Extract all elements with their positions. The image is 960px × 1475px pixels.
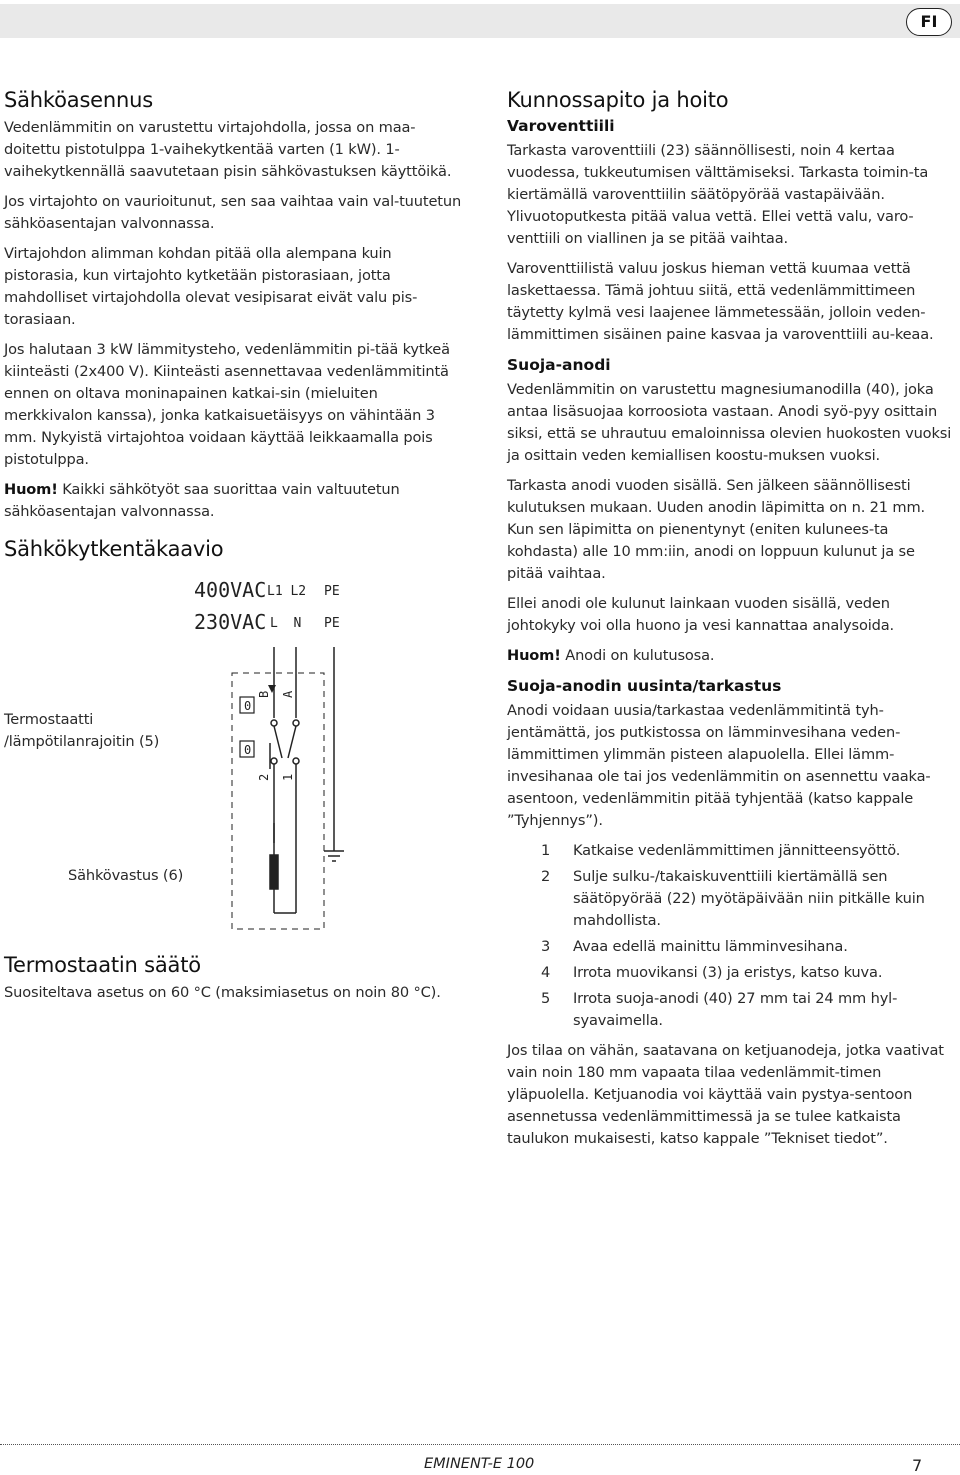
page-number: 7 <box>912 1456 923 1475</box>
subsection-title-suoja-anodi: Suoja-anodi <box>507 356 611 374</box>
step-item: 4 Irrota muovikansi (3) ja eristys, katso kuva. <box>541 964 883 981</box>
thermostat-label-line2: /lämpötilanrajoitin (5) <box>4 733 160 750</box>
header-bar <box>0 4 960 38</box>
switch-blade-2 <box>288 726 296 758</box>
paragraph: Virtajohdon alimman kohdan pitää olla alempana kuin pistorasia, kun virtajohto kytketään pistorasiaan, jotta mahdolliset virtajohdolla olevat vesipisarat eivät valu pis-torasiaan. <box>4 245 418 328</box>
note-text: Anodi on kulutusosa. <box>560 647 715 664</box>
subsection-title-uusinta: Suoja-anodin uusinta/tarkastus <box>507 677 782 695</box>
note-text: Kaikki sähkötyöt saa suorittaa vain valtuutetun sähköasentajan valvonnassa. <box>4 481 400 520</box>
paragraph: Tarkasta anodi vuoden sisällä. Sen jälkeen säännöllisesti kulutuksen mukaan. Uuden anodin läpimitta on n. 21 mm. Kun sen läpimitta on pienentynyt (eniten kulunees-ta kohdasta) alle 10 mm:iin, anodi on loppuun kulunut ja se pitää vaihtaa. <box>507 477 926 582</box>
thermostat-label-line1: Termostaatti <box>4 711 94 728</box>
footer-model: EMINENT-E 100 <box>424 1456 535 1472</box>
voltage-230-label: 230VAC <box>194 610 267 634</box>
paragraph: Varoventtiilistä valuu joskus hieman vettä kuumaa vettä laskettaessa. Tämä johtuu siitä, että vedenlämmittimeen täytetty kylmä vesi laajenee lämmetessään, jolloin veden-lämmittimen sisäinen paine kasvaa ja varoventtiili au-keaa. <box>507 260 934 343</box>
step-item: 5 Irrota suoja-anodi (40) 27 mm tai 24 mm hyl-syavaimella. <box>541 990 898 1029</box>
voltage-400-label: 400VAC <box>194 578 267 602</box>
paragraph: Jos virtajohto on vaurioitunut, sen saa vaihtaa vain val-tuutetun sähköasentajan valvonnassa. <box>4 193 462 232</box>
paragraph: Ellei anodi ole kulunut lainkaan vuoden sisällä, veden johtokyky voi olla huono ja vesi kannattaa analysoida. <box>507 595 895 634</box>
section-title-saato: Termostaatin säätö <box>4 953 201 977</box>
section-title-kaavio: Sähkökytkentäkaavio <box>4 537 224 561</box>
right-column <box>507 88 953 1158</box>
paragraph: Jos halutaan 3 kW lämmitysteho, vedenlämmitin pi-tää kytkeä kiinteästi (2x400 V). Kiinteästi asennettavaa vedenlämmitintä ennen on oltava moninapainen katkai-sin (mieluiten merkkivalon kanssa), jonka katkaisuetäisyys on vähintään 3 mm. Nykyistä virtajohtoa voidaan käyttää leikkaamalla pois pistotulppa. <box>4 341 450 468</box>
paragraph: Vedenlämmitin on varustettu magnesiumanodilla (40), joka antaa lisäsuojaa korroosiota vastaan. Anodi syö-pyy osittain siksi, että se uhrautuu emaloinnissa olevien huokosten vuoksi ja osittain veden kemiallisen koostu-muksen vuoksi. <box>507 381 952 464</box>
footer-divider <box>0 1444 960 1445</box>
step-item: 2 Sulje sulku-/takaiskuventtiili kiertämällä sen säätöpyörää (22) myötäpäivään niin pitkälle kuin mahdollista. <box>541 868 925 929</box>
note-label: Huom! <box>4 481 58 498</box>
steps-list <box>507 840 953 1032</box>
zero-label-2: 0 <box>244 743 252 757</box>
section-title-sahkoasennus: Sähköasennus <box>4 88 153 112</box>
left-column <box>4 88 470 1012</box>
heater-element <box>270 855 278 889</box>
terminal-1-label: 1 <box>281 773 295 781</box>
pe-label-2: PE <box>324 616 340 631</box>
zero-label-1: 0 <box>244 699 252 713</box>
language-badge: FI <box>906 8 952 36</box>
wiring-diagram-svg <box>4 573 470 953</box>
step-item: 3 Avaa edellä mainittu lämminvesihana. <box>541 938 848 955</box>
note-paragraph <box>4 479 470 523</box>
paragraph: Vedenlämmitin on varustettu virtajohdolla, jossa on maa-doitettu pistotulppa 1-vaihekytkentää varten (1 kW). 1-vaihekytkennällä saavutetaan pisin sähkövastuksen käyttöikä. <box>4 119 452 180</box>
section-title-kunnossapito: Kunnossapito ja hoito <box>507 88 729 112</box>
terminal-a-label: A <box>281 690 295 698</box>
terminal-2-label: 2 <box>257 773 271 781</box>
paragraph: Suositeltava asetus on 60 °C (maksimiasetus on noin 80 °C). <box>4 984 441 1001</box>
terminal-b-label: B <box>257 690 271 698</box>
note-paragraph <box>507 645 953 667</box>
paragraph: Anodi voidaan uusia/tarkastaa vedenlämmitintä tyh-jentämättä, jos putkistossa on lämminvesihana veden-lämmittimen ylimmän pisteen alapuolella. Ellei lämm-invesihanaa ole tai jos vedenlämmitin on asennettu vaaka-asentoon, vedenlämmitin pitää tyhjentää (katso kappale ”Tyhjennys”). <box>507 702 931 829</box>
wiring-diagram <box>4 573 470 953</box>
pe-label-1: PE <box>324 584 340 599</box>
thermostat-label <box>4 709 159 753</box>
step-item: 1 Katkaise vedenlämmittimen jännitteensyöttö. <box>541 842 901 859</box>
subsection-title-varoventtiili: Varoventtiili <box>507 117 615 135</box>
switch-blade-1 <box>274 726 282 758</box>
heater-label: Sähkövastus (6) <box>68 867 184 884</box>
paragraph: Tarkasta varoventtiili (23) säännöllisesti, noin 4 kertaa vuodessa, tukkeutumisen välttämiseksi. Tarkasta toimin-ta kiertämällä varoventtiilin säätöpyörää vastapäivään. Ylivuotoputkesta pitää valua vettä. Ellei vettä valu, varo-venttiili on viallinen ja se pitää vaihtaa. <box>507 142 929 247</box>
phase-l1l2-label: L1 L2 <box>267 584 307 599</box>
phase-ln-label: L N <box>270 616 302 631</box>
paragraph: Jos tilaa on vähän, saatavana on ketjuanodeja, jotka vaativat vain noin 180 mm vapaata tilaa vedenlämmit-timen yläpuolella. Ketjuanodia voi käyttää vain pystya-sentoon asennetussa vedenlämmittimessä ja se tulee katkaista taulukon mukaisesti, katso kappale ”Tekniset tiedot”. <box>507 1042 944 1147</box>
note-label: Huom! <box>507 647 561 664</box>
